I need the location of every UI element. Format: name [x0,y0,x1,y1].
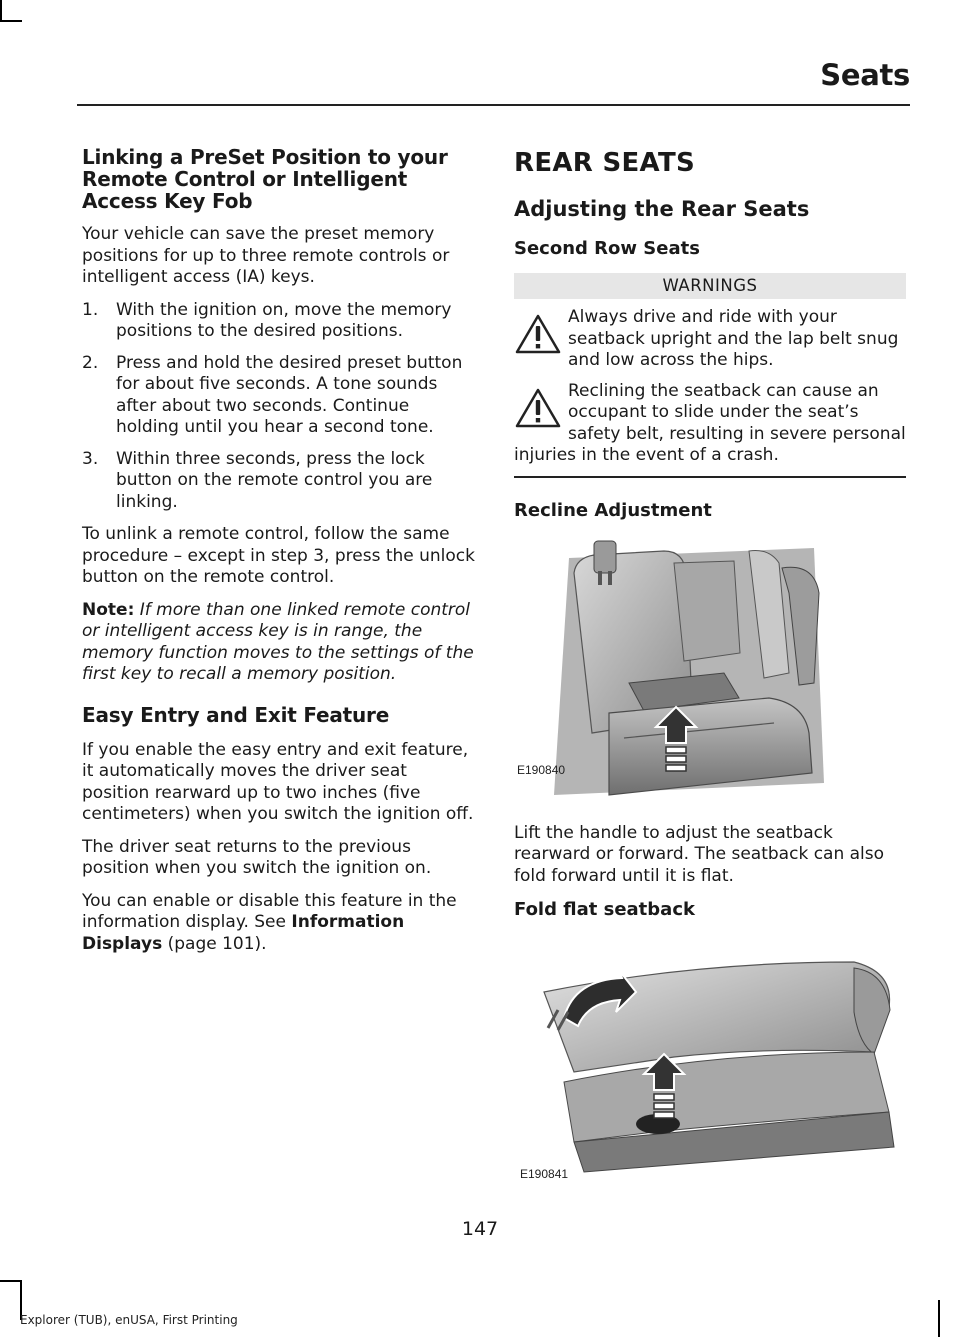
step-number: 3. [82,448,99,469]
warning-triangle-icon [514,313,562,355]
easy-entry-p3-text: You can enable or disable this feature in the information display. See [82,890,457,932]
page-number: 147 [461,1218,499,1240]
warning-icon-space [514,307,564,367]
step-item [82,449,476,514]
left-column [82,146,476,966]
easy-entry-p2: The driver seat returns to the previous position when you switch the ignition on. [82,836,432,878]
seat-fold-illustration [514,932,906,1194]
page-reference: (page 101). [162,933,267,954]
adjusting-heading: Adjusting the Rear Seats [514,197,810,221]
rear-seats-title: REAR SEATS [514,148,696,178]
step-item [82,353,476,439]
warning-text: Reclining the seatback can cause an occupant to slide under the seat’s safety belt, resulting in severe personal injuries in the event of a crash. [514,380,906,465]
seat-recline-illustration [514,533,906,803]
warning-text: Always drive and ride with your seatback upright and the lap belt snug and low across the hips. [568,307,899,370]
linking-heading: Linking a PreSet Position to your Remote Control or Intelligent Access Key Fob [82,145,448,213]
fold-figure [514,932,906,1194]
right-column [514,146,906,1204]
note-label: Note: [82,599,135,620]
warning-item [514,381,906,467]
unlink-paragraph: To unlink a remote control, follow the same procedure – except in step 3, press the unlock button on the remote control. [82,524,476,587]
information-displays-link[interactable]: Information Displays [82,912,405,954]
second-row-heading: Second Row Seats [514,238,700,259]
warnings-label: WARNINGS [514,273,906,299]
easy-entry-p1: If you enable the easy entry and exit feature, it automatically moves the driver seat position rearward up to two inches (five centimeters) when you switch the ignition off. [82,739,474,824]
warning-icon-space [514,381,564,441]
warnings-box [514,273,906,478]
warnings-rule [514,476,906,478]
figure-code: E190841 [520,1167,569,1181]
recline-text: Lift the handle to adjust the seatback rearward or forward. The seatback can also fold forward until it is flat. [514,822,885,886]
crop-mark [0,1280,22,1282]
step-text: Within three seconds, press the lock button on the remote control you are linking. [116,448,433,512]
crop-mark [938,1300,940,1337]
figure-code: E190840 [517,762,566,777]
linking-steps [82,300,476,514]
linking-intro: Your vehicle can save the preset memory positions for up to three remote controls or intelligent access (IA) keys. [82,224,450,287]
step-item [82,300,476,343]
step-number: 2. [82,352,99,373]
recline-figure [514,533,906,803]
note-paragraph [82,600,476,686]
footer-edition: Explorer (TUB), enUSA, First Printing [20,1313,238,1327]
step-number: 1. [82,299,99,320]
page-header-title: Seats [820,58,910,92]
warning-item [514,307,906,372]
crop-mark [0,20,22,22]
easy-entry-p3 [82,891,476,956]
fold-flat-heading: Fold flat seatback [514,899,695,920]
recline-heading: Recline Adjustment [514,499,712,521]
note-text: If more than one linked remote control or intelligent access key is in range, the memory function moves to the settings of the first key to recall a memory position. [82,599,474,684]
step-text: With the ignition on, move the memory positions to the desired positions. [116,299,452,341]
warning-triangle-icon [514,387,562,429]
easy-entry-heading: Easy Entry and Exit Feature [82,702,390,727]
header-rule [77,104,910,106]
crop-mark [0,0,2,22]
step-text: Press and hold the desired preset button for about five seconds. A tone sounds after about two seconds. Continue holding until you hear a second tone. [116,352,463,437]
